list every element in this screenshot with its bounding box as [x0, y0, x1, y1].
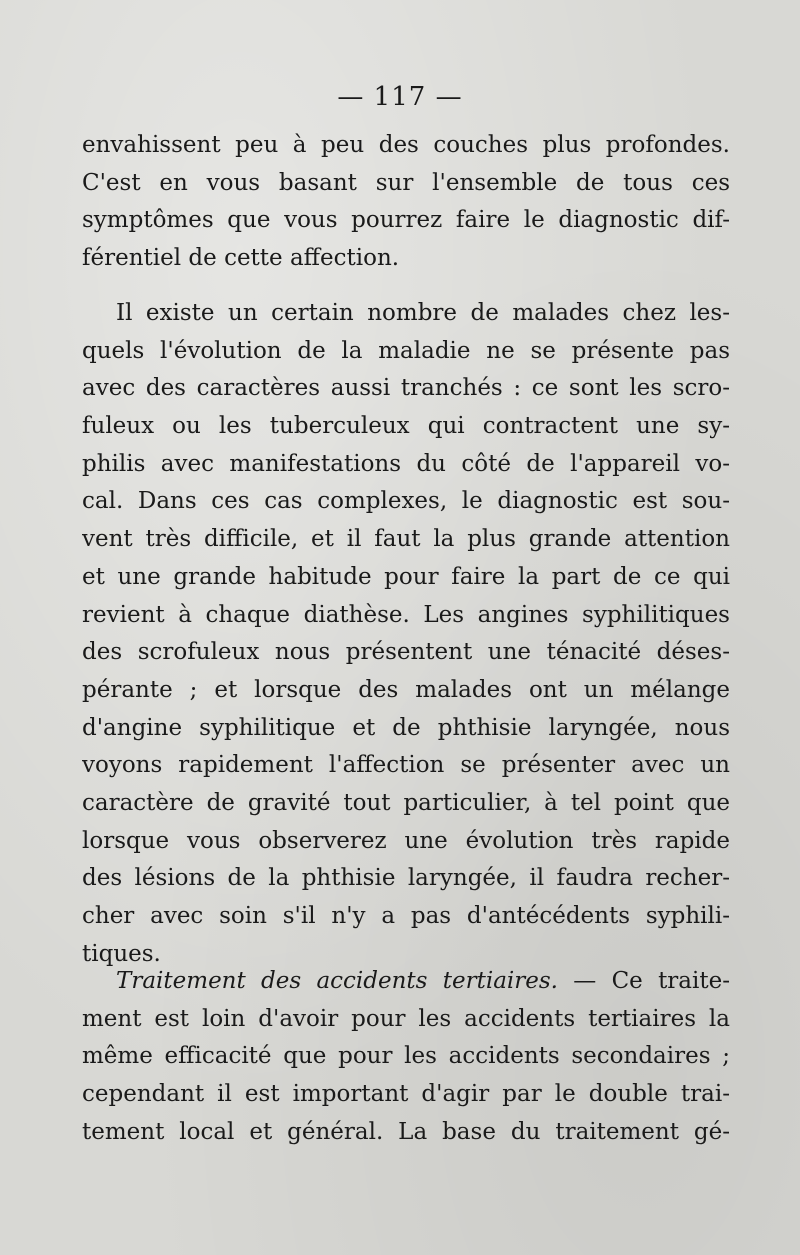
text-line: d'angine syphilitique et de phthisie laryngée, nous	[82, 714, 730, 741]
text-line: avec des caractères aussi tranchés : ce sont les scro-	[82, 375, 730, 402]
page-number: — 117 —	[337, 82, 463, 112]
text-line: philis avec manifestations du côté de l'appareil vo-	[82, 450, 730, 477]
text-line: voyons rapidement l'affection se présenter avec un	[82, 752, 730, 779]
text-line: symptômes que vous pourrez faire le diagnostic dif-	[82, 207, 730, 234]
text-line: des scrofuleux nous présentent une ténacité déses-	[82, 639, 730, 666]
text-line: lorsque vous observerez une évolution très rapide	[82, 827, 730, 854]
text-line: cher avec soin s'il n'y a pas d'antécédents syphili-	[82, 903, 730, 929]
text-line: Il existe un certain nombre de malades chez les-	[116, 300, 730, 326]
text-line: cependant il est important d'agir par le double trai-	[82, 1081, 730, 1108]
section-heading-line	[82, 963, 730, 1001]
text-line: fuleux ou les tuberculeux qui contractent une sy-	[82, 413, 730, 440]
text-line: tiques.	[82, 940, 161, 967]
paragraph-1	[82, 127, 730, 278]
text-line: même efficacité que pour les accidents secondaires ;	[82, 1043, 730, 1070]
text-line: envahissent peu à peu des couches plus profondes.	[82, 132, 730, 158]
text-line: pérante ; et lorsque des malades ont un mélange	[82, 676, 730, 703]
text-line: revient à chaque diathèse. Les angines syphilitiques	[82, 601, 730, 628]
text-line: ment est loin d'avoir pour les accidents tertiaires la	[82, 1005, 730, 1032]
text-line: vent très difficile, et il faut la plus grande attention	[82, 526, 730, 553]
text-line: tement local et général. La base du traitement gé-	[82, 1118, 730, 1145]
text-line: des lésions de la phthisie laryngée, il faudra recher-	[82, 865, 730, 892]
text-line: cal. Dans ces cas complexes, le diagnostic est sou-	[82, 488, 730, 515]
text-line: férentiel de cette affection.	[82, 245, 400, 272]
paragraph-3	[82, 963, 730, 1151]
paragraph-2	[82, 295, 730, 973]
section-heading: Traitement des accidents tertiaires.	[116, 968, 558, 994]
text-line: et une grande habitude pour faire la part de ce qui	[82, 563, 730, 590]
heading-continuation: — Ce traite-	[558, 968, 730, 994]
text-line: caractère de gravité tout particulier, à tel point que	[82, 789, 730, 816]
text-line: quels l'évolution de la maladie ne se présente pas	[82, 337, 730, 364]
text-line: C'est en vous basant sur l'ensemble de tous ces	[82, 169, 730, 196]
